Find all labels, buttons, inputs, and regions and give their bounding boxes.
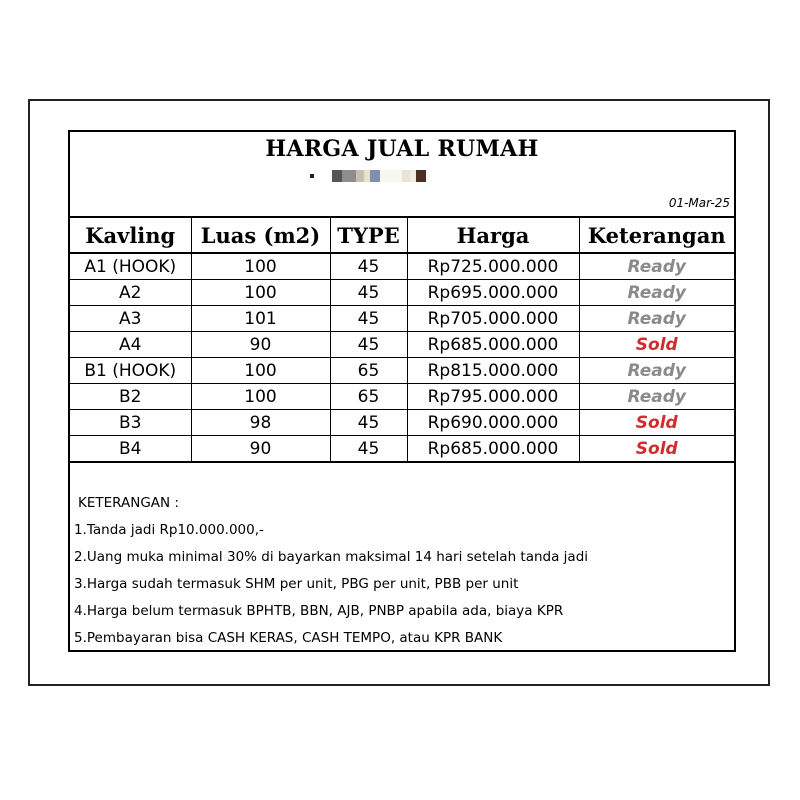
note-item: 1.Tanda jadi Rp10.000.000,-	[74, 522, 264, 538]
cell-kavling: A2	[70, 280, 191, 306]
redacted-subtitle	[310, 168, 470, 184]
header-kavling: Kavling	[70, 217, 191, 253]
cell-status: Sold	[579, 332, 734, 358]
price-table	[70, 216, 734, 463]
header-luas: Luas (m2)	[191, 217, 330, 253]
cell-kavling: B1 (HOOK)	[70, 358, 191, 384]
table-row	[70, 253, 734, 280]
cell-luas: 100	[191, 280, 330, 306]
cell-luas: 100	[191, 253, 330, 280]
cell-harga: Rp685.000.000	[407, 332, 579, 358]
cell-luas: 100	[191, 358, 330, 384]
table-row	[70, 306, 734, 332]
cell-type: 45	[330, 332, 407, 358]
table-row	[70, 384, 734, 410]
table-row	[70, 358, 734, 384]
cell-harga: Rp690.000.000	[407, 410, 579, 436]
cell-luas: 90	[191, 436, 330, 463]
cell-status: Ready	[579, 358, 734, 384]
cell-kavling: B4	[70, 436, 191, 463]
cell-kavling: A1 (HOOK)	[70, 253, 191, 280]
cell-kavling: B3	[70, 410, 191, 436]
table-header-row	[70, 217, 734, 253]
cell-harga: Rp795.000.000	[407, 384, 579, 410]
cell-type: 45	[330, 253, 407, 280]
cell-status: Sold	[579, 410, 734, 436]
cell-harga: Rp695.000.000	[407, 280, 579, 306]
cell-luas: 100	[191, 384, 330, 410]
cell-status: Ready	[579, 280, 734, 306]
note-item: 2.Uang muka minimal 30% di bayarkan maksimal 14 hari setelah tanda jadi	[74, 549, 589, 565]
price-sheet	[68, 130, 736, 652]
cell-type: 45	[330, 280, 407, 306]
cell-type: 45	[330, 410, 407, 436]
cell-status: Ready	[579, 306, 734, 332]
note-item: 4.Harga belum termasuk BPHTB, BBN, AJB, PNBP apabila ada, biaya KPR	[74, 603, 564, 619]
notes-section	[74, 490, 588, 652]
note-item: 5.Pembayaran bisa CASH KERAS, CASH TEMPO, atau KPR BANK	[74, 630, 503, 646]
header-keterangan: Keterangan	[579, 217, 734, 253]
cell-harga: Rp705.000.000	[407, 306, 579, 332]
table-row	[70, 280, 734, 306]
sheet-title: HARGA JUAL RUMAH	[265, 136, 539, 162]
cell-kavling: B2	[70, 384, 191, 410]
cell-kavling: A3	[70, 306, 191, 332]
cell-type: 45	[330, 436, 407, 463]
cell-luas: 101	[191, 306, 330, 332]
cell-type: 45	[330, 306, 407, 332]
header-type: TYPE	[330, 217, 407, 253]
notes-heading: KETERANGAN :	[78, 495, 179, 511]
cell-kavling: A4	[70, 332, 191, 358]
cell-status: Ready	[579, 384, 734, 410]
cell-luas: 90	[191, 332, 330, 358]
cell-harga: Rp815.000.000	[407, 358, 579, 384]
sheet-date: 01-Mar-25	[668, 196, 730, 210]
table-row	[70, 436, 734, 463]
cell-harga: Rp685.000.000	[407, 436, 579, 463]
cell-type: 65	[330, 384, 407, 410]
cell-harga: Rp725.000.000	[407, 253, 579, 280]
cell-luas: 98	[191, 410, 330, 436]
cell-status: Ready	[579, 253, 734, 280]
header-harga: Harga	[407, 217, 579, 253]
note-item: 3.Harga sudah termasuk SHM per unit, PBG per unit, PBB per unit	[74, 576, 519, 592]
table-row	[70, 410, 734, 436]
cell-type: 65	[330, 358, 407, 384]
table-row	[70, 332, 734, 358]
cell-status: Sold	[579, 436, 734, 463]
